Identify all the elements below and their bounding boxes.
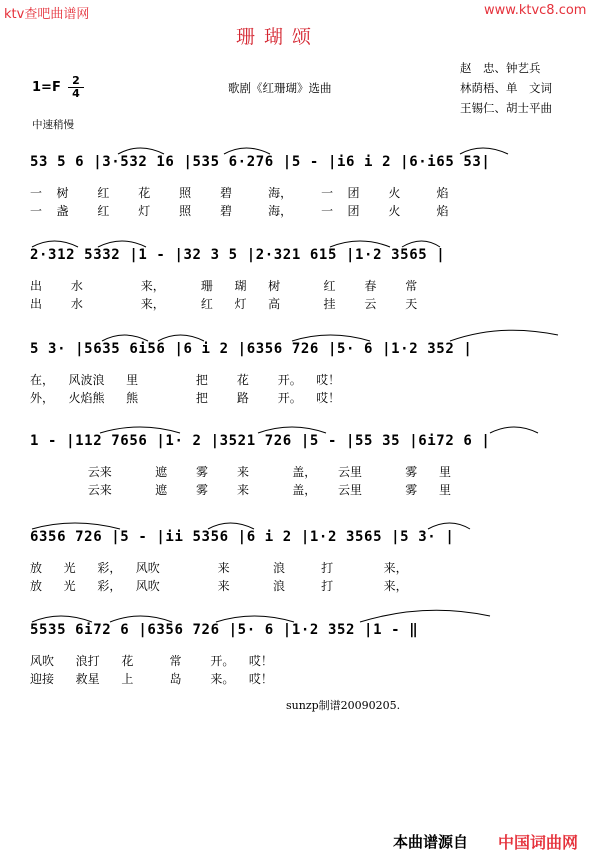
lyrics-row-4-verse-2: 云来 遮 雾 来 盖， 云里 雾 里 (30, 483, 451, 497)
notation-row-6: 5535 6i72 6 |6356 726 |5· 6 |1·2 352 |1 - ‖ (30, 622, 419, 638)
key-signature: 1=F (32, 80, 61, 95)
tempo-marking: 中速稍慢 (32, 119, 74, 131)
credit-2: 林荫梧、单 文词 (460, 81, 552, 95)
lyrics-row-3-verse-1: 在， 风波浪 里 把 花 开。 哎！ (30, 373, 341, 387)
lyrics-row-6-verse-1: 风吹 浪打 花 常 开。 哎！ (30, 654, 273, 668)
watermark-left: ktv查吧曲谱网 (4, 7, 90, 22)
lyrics-row-2-verse-1: 出 水 来， 珊 瑚 树 红 春 常 (30, 279, 418, 293)
lyrics-row-3-verse-2: 外， 火焰熊 熊 把 路 开。 哎！ (30, 391, 341, 405)
watermark-right: www.ktvc8.com (484, 3, 587, 18)
notation-row-1: 53 5 6 |3·532 16 |535 6·276 |5 - |i6 i 2 |6·i65 53| (30, 154, 491, 170)
notation-row-3: 5 3· |5635 6i56 |6 i 2 |6356 726 |5· 6 |1·2 352 | (30, 341, 473, 357)
notation-row-5: 6356 726 |5 - |ii 5356 |6 i 2 |1·2 3565 |5 3· | (30, 529, 455, 545)
song-title: 珊瑚颂 (236, 26, 321, 48)
staff-row-2 (30, 247, 560, 339)
lyrics-row-4-verse-1: 云来 遮 雾 来 盖， 云里 雾 里 (30, 465, 451, 479)
staff-row-4 (30, 433, 560, 525)
lyrics-row-5-verse-2: 放 光 彩， 风吹 来 浪 打 来， (30, 579, 408, 593)
credit-3: 王锡仁、胡士平曲 (460, 101, 552, 115)
lyrics-row-1-verse-1: 一 树 红 花 照 碧 海， 一 团 火 焰 (30, 186, 449, 200)
lyrics-row-5-verse-1: 放 光 彩， 风吹 来 浪 打 来， (30, 561, 408, 575)
credit-1: 赵 忠、钟艺兵 (460, 61, 541, 75)
source-opera: 歌剧《红珊瑚》选曲 (228, 81, 332, 95)
lyrics-row-1-verse-2: 一 盏 红 灯 照 碧 海， 一 团 火 焰 (30, 204, 449, 218)
time-signature (68, 76, 84, 99)
lyrics-row-6-verse-2: 迎接 救星 上 岛 来。 哎！ (30, 672, 273, 686)
time-sig-bottom: 4 (72, 87, 80, 100)
time-sig-top: 2 (72, 74, 80, 87)
footer-site-name: 中国词曲网 (498, 833, 579, 852)
lyrics-row-2-verse-2: 出 水 来， 红 灯 高 挂 云 天 (30, 297, 418, 311)
notation-row-4: 1 - |112 7656 |1· 2 |3521 726 |5 - |55 35 |6i72 6 | (30, 433, 491, 449)
notation-row-2: 2·312 5332 |1 - |32 3 5 |2·321 615 |1·2 3565 | (30, 247, 446, 263)
footer-source-label: 本曲谱源自 (393, 833, 469, 851)
transcriber-credit: sunzp制谱20090205. (286, 699, 401, 712)
